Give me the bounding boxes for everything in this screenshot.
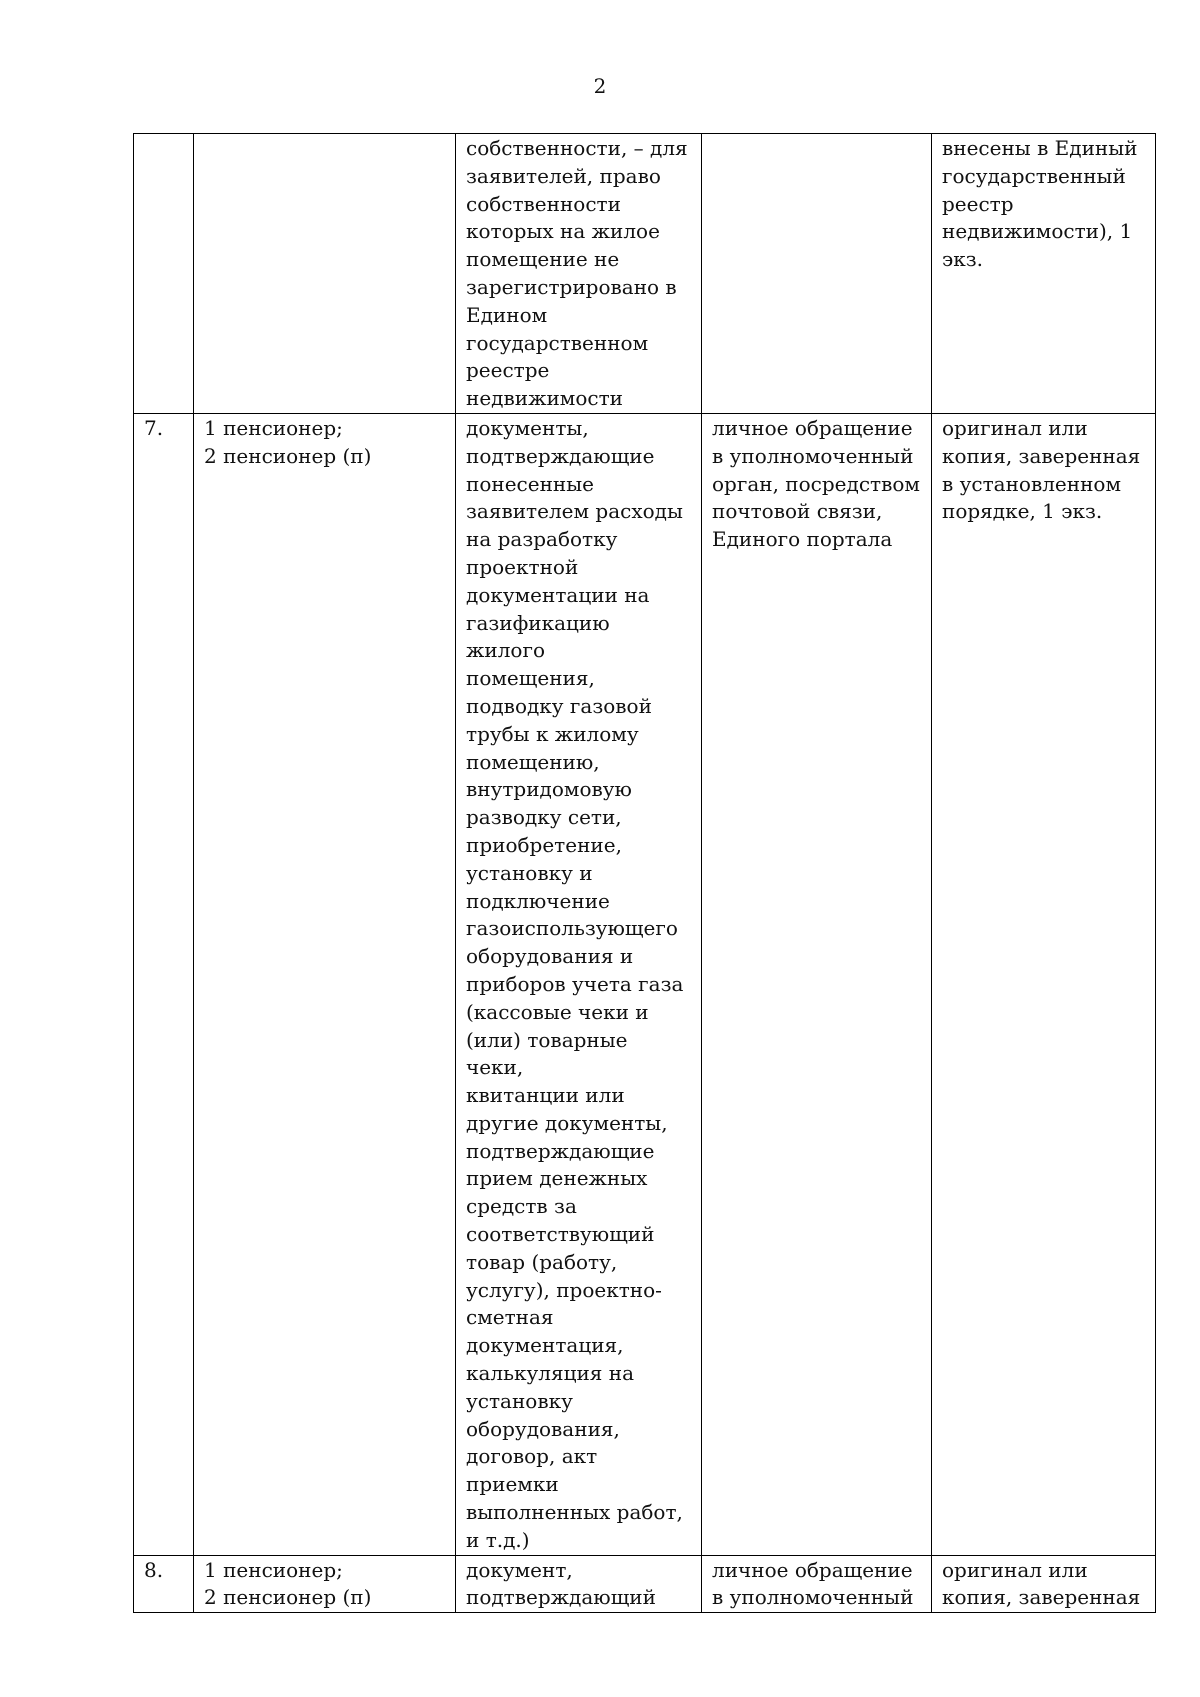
applicant-category-cell: 1 пенсионер; 2 пенсионер (п) bbox=[194, 1555, 456, 1613]
row-number-cell bbox=[134, 134, 194, 414]
applicant-category-cell: 1 пенсионер; 2 пенсионер (п) bbox=[194, 413, 456, 1555]
submission-method-cell bbox=[702, 134, 932, 414]
document-form-cell: внесены в Единый государственный реестр недвижимости), 1 экз. bbox=[932, 134, 1156, 414]
table-row bbox=[134, 1555, 1156, 1613]
applicant-category-cell bbox=[194, 134, 456, 414]
submission-method-cell: личное обращение в уполномоченный bbox=[702, 1555, 932, 1613]
documents-table bbox=[133, 133, 1156, 1613]
submission-method-cell: личное обращение в уполномоченный орган, посредством почтовой связи, Единого портала bbox=[702, 413, 932, 1555]
table-row bbox=[134, 413, 1156, 1555]
document-description-cell: документы, подтверждающие понесенные заявителем расходы на разработку проектной документации на газификацию жилого помещения, подводку газовой трубы к жилому помещению, внутридомовую разводку сети, приобретение, установку и подключение газоиспользующего оборудования и приборов учета газа (кассовые чеки и (или) товарные чеки, квитанции или другие документы, подтверждающие прием денежных средств за соответствующий товар (работу, услугу), проектно- сметная документация, калькуляция на установку оборудования, договор, акт приемки выполненных работ, и т.д.) bbox=[456, 413, 702, 1555]
row-number-cell: 8. bbox=[134, 1555, 194, 1613]
table-row bbox=[134, 134, 1156, 414]
document-form-cell: оригинал или копия, заверенная в установленном порядке, 1 экз. bbox=[932, 413, 1156, 1555]
page-number: 2 bbox=[593, 74, 607, 98]
row-number-cell: 7. bbox=[134, 413, 194, 1555]
document-description-cell: документ, подтверждающий bbox=[456, 1555, 702, 1613]
document-description-cell: собственности, – для заявителей, право собственности которых на жилое помещение не зарегистрировано в Едином государственном реестре недвижимости bbox=[456, 134, 702, 414]
document-form-cell: оригинал или копия, заверенная bbox=[932, 1555, 1156, 1613]
